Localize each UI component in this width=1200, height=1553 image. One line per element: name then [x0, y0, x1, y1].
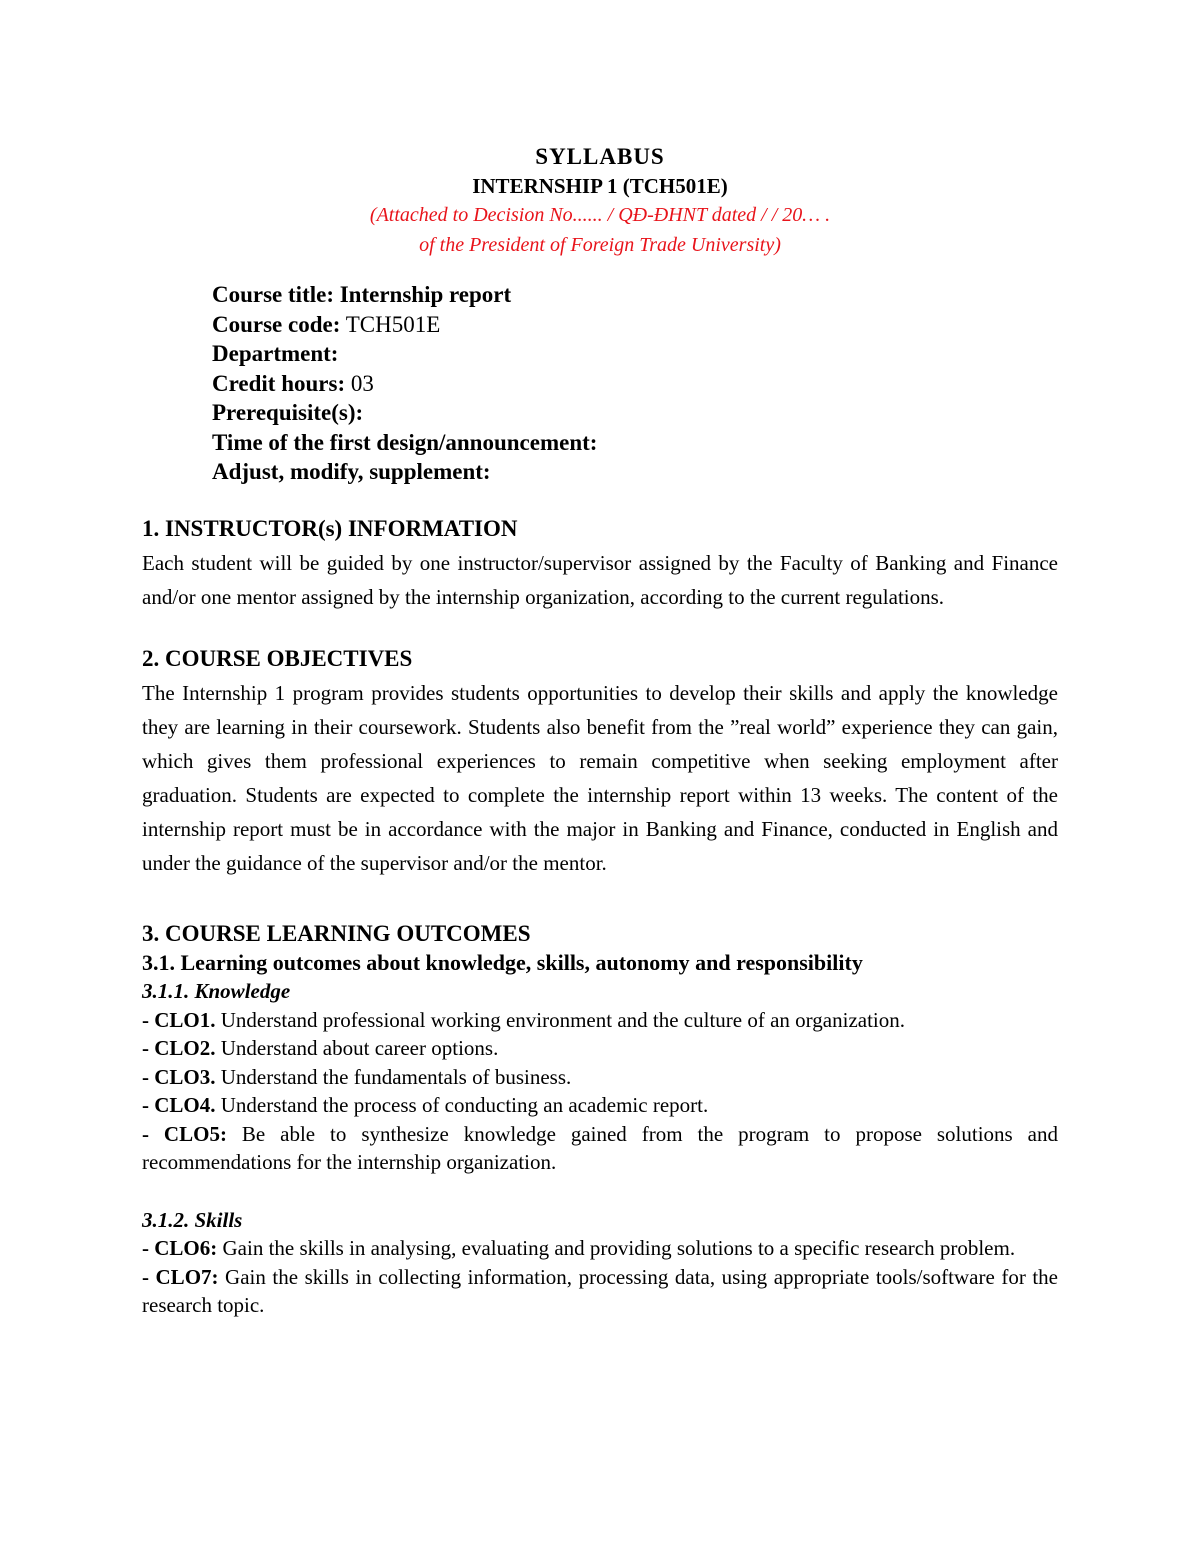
- clo2-text: Understand about career options.: [215, 1036, 499, 1060]
- spacer: [142, 1177, 1058, 1206]
- first-design-row: [212, 428, 1072, 458]
- clo4-label: - CLO4.: [142, 1093, 216, 1117]
- clo6-text: Gain the skills in analysing, evaluating and providing solutions to a specific research problem.: [217, 1236, 1016, 1260]
- course-info-block: [212, 280, 1072, 487]
- clo7-item: [142, 1263, 1058, 1320]
- clo5-text: Be able to synthesize knowledge gained from the program to propose solutions and recommendations for the internship organization.: [142, 1121, 1058, 1174]
- course-title-row: [212, 280, 1072, 310]
- credit-hours-row: [212, 369, 1072, 399]
- section-course-objectives: [142, 642, 1058, 880]
- prerequisite-label: Prerequisite(s):: [212, 400, 364, 425]
- adjust-label: Adjust, modify, supplement:: [212, 459, 491, 484]
- section-learning-outcomes: [142, 920, 1058, 1320]
- clo6-label: - CLO6:: [142, 1236, 218, 1260]
- course-title-label: Course title: Internship report: [212, 282, 512, 307]
- clo2-item: [142, 1034, 1058, 1063]
- clo4-text: Understand the process of conducting an academic report.: [215, 1093, 709, 1117]
- credit-hours-value: 03: [345, 370, 374, 396]
- clo2-label: - CLO2.: [142, 1036, 216, 1060]
- section3-heading: 3. COURSE LEARNING OUTCOMES: [142, 921, 531, 946]
- section1-heading: 1. INSTRUCTOR(s) INFORMATION: [142, 516, 518, 541]
- clo5-label: - CLO5:: [142, 1121, 227, 1146]
- first-design-label: Time of the first design/announcement:: [212, 429, 598, 455]
- credit-hours-label: Credit hours:: [212, 370, 346, 396]
- clo6-item: [142, 1234, 1058, 1263]
- document-title: SYLLABUS: [535, 144, 665, 169]
- clo1-item: [142, 1006, 1058, 1035]
- prerequisite-row: [212, 398, 1072, 428]
- clo7-label: - CLO7:: [142, 1264, 219, 1289]
- department-label: Department:: [212, 341, 339, 366]
- clo4-item: [142, 1091, 1058, 1120]
- decision-reference-line2: of the President of Foreign Trade University): [419, 234, 781, 256]
- skills-heading: 3.1.2. Skills: [142, 1207, 243, 1232]
- clo1-text: Understand professional working environment and the culture of an organization.: [215, 1007, 906, 1032]
- course-code-value: TCH501E: [340, 311, 441, 337]
- section-instructor-info: [142, 512, 1058, 614]
- course-heading: INTERNSHIP 1 (TCH501E): [472, 174, 728, 198]
- title-block: [0, 142, 1200, 260]
- course-code-row: [212, 310, 1072, 340]
- clo5-item: [142, 1120, 1058, 1177]
- section2-heading: 2. COURSE OBJECTIVES: [142, 646, 413, 671]
- decision-reference-line1: (Attached to Decision No...... / QĐ-ĐHNT dated / / 20… .: [369, 204, 831, 226]
- clo3-text: Understand the fundamentals of business.: [215, 1064, 572, 1089]
- clo3-item: [142, 1063, 1058, 1092]
- section1-paragraph: Each student will be guided by one instructor/supervisor assigned by the Faculty of Banking and Finance and/or one mentor assigned by the internship organization, according to the current regulations.: [142, 551, 1058, 609]
- adjust-row: [212, 457, 1072, 487]
- section3-subheading: 3.1. Learning outcomes about knowledge, skills, autonomy and responsibility: [142, 949, 863, 975]
- knowledge-heading: 3.1.1. Knowledge: [142, 979, 291, 1003]
- clo7-text: Gain the skills in collecting information, processing data, using appropriate tools/software for the research topic.: [142, 1264, 1059, 1317]
- course-code-label: Course code:: [212, 311, 341, 337]
- section2-paragraph: The Internship 1 program provides students opportunities to develop their skills and apply the knowledge they are learning in their coursework. Students also benefit from the ”real world” experience they can gain, which gives them professional experiences to remain competitive when seeking employment after graduation. Students are expected to complete the internship report within 13 weeks. The content of the internship report must be in accordance with the major in Banking and Finance, conducted in English and under the guidance of the supervisor and/or the mentor.: [142, 681, 1058, 875]
- clo1-label: - CLO1.: [142, 1007, 216, 1032]
- clo3-label: - CLO3.: [142, 1064, 216, 1089]
- department-row: [212, 339, 1072, 369]
